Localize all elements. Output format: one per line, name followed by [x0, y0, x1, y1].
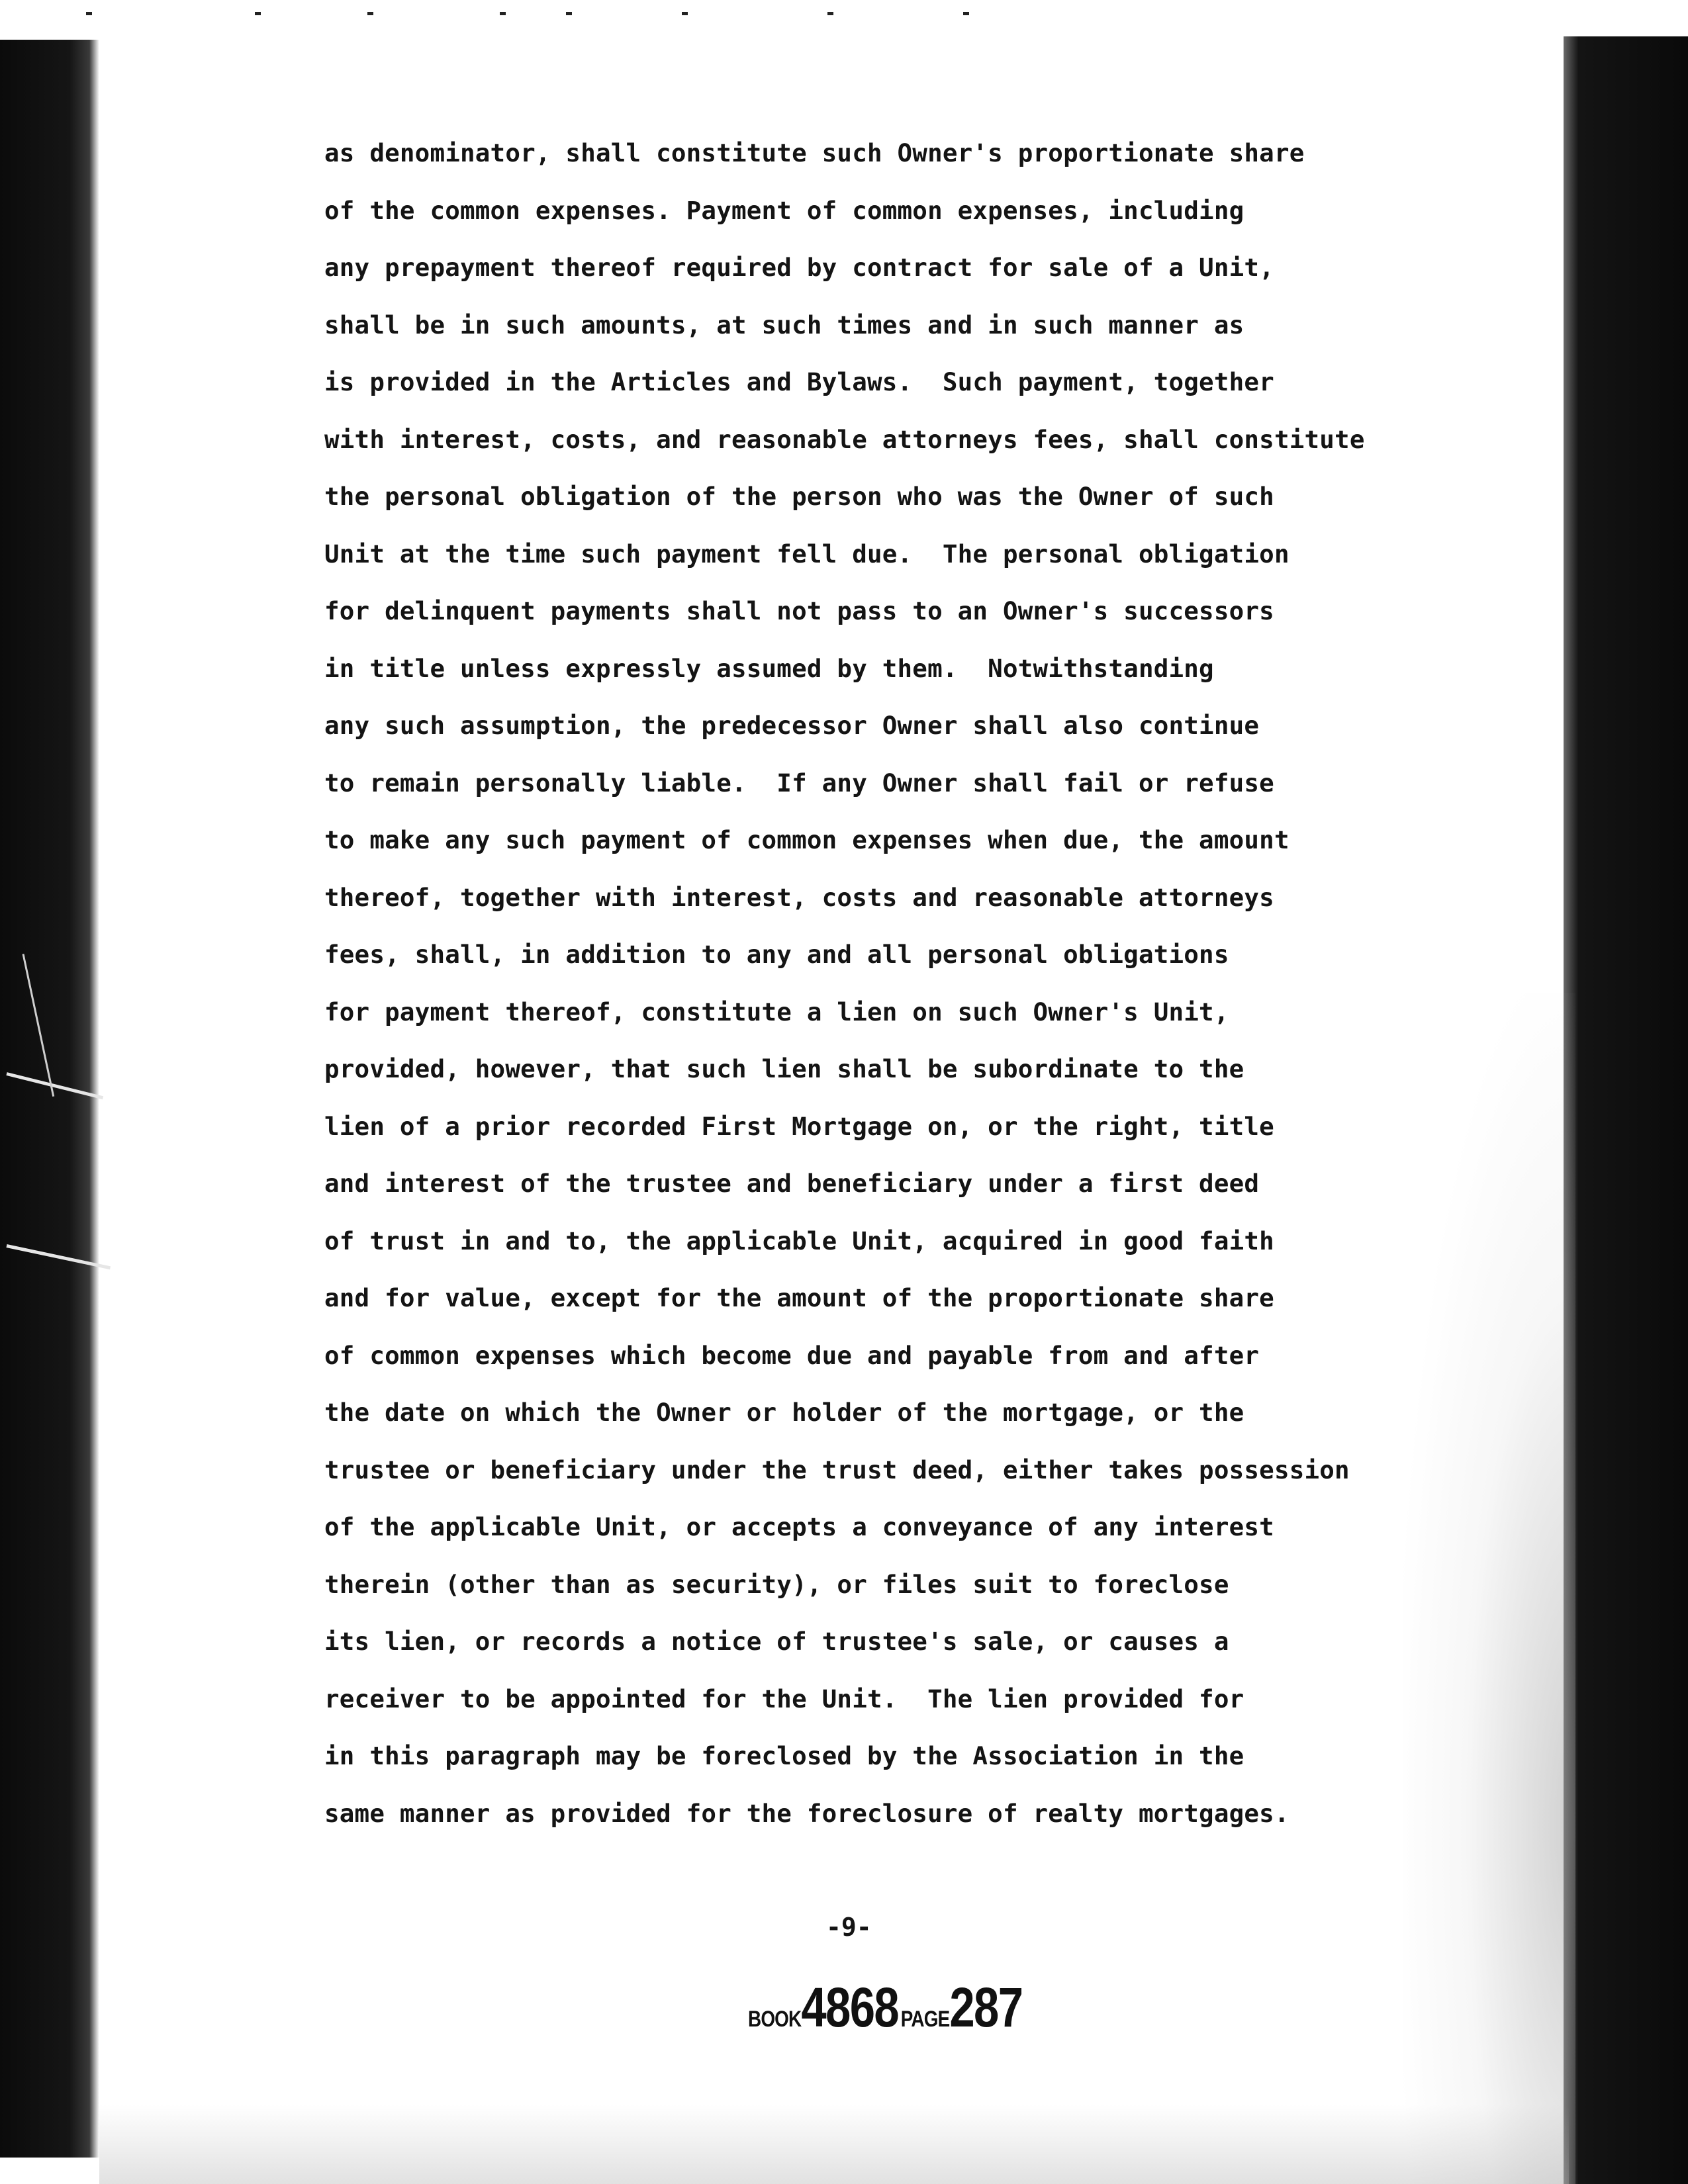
body-text-line: same manner as provided for the foreclosure of realty mortgages.	[324, 1798, 1289, 1828]
body-text-line: the date on which the Owner or holder of the mortgage, or the	[324, 1398, 1244, 1427]
body-text-line: of the applicable Unit, or accepts a conveyance of any interest	[324, 1512, 1274, 1541]
scan-speck	[827, 12, 833, 15]
body-text-line: and for value, except for the amount of the proportionate share	[324, 1283, 1274, 1312]
scan-speck	[682, 12, 688, 15]
body-text-line: the personal obligation of the person who was the Owner of such	[324, 482, 1274, 511]
body-text-line: receiver to be appointed for the Unit. The lien provided for	[324, 1684, 1244, 1713]
body-text-line: any such assumption, the predecessor Owner shall also continue	[324, 711, 1260, 740]
body-text-line: trustee or beneficiary under the trust deed, either takes possession	[324, 1455, 1350, 1484]
body-text-line: of common expenses which become due and payable from and after	[324, 1340, 1260, 1370]
body-text-line: thereof, together with interest, costs and reasonable attorneys	[324, 882, 1274, 912]
body-text-line: Unit at the time such payment fell due. The personal obligation	[324, 539, 1289, 569]
body-text-line: any prepayment thereof required by contract for sale of a Unit,	[324, 253, 1274, 282]
stamp-page-label: PAGE	[900, 2007, 950, 2032]
body-text-line: as denominator, shall constitute such Owner's proportionate share	[324, 138, 1305, 167]
body-text-line: of the common expenses. Payment of common expenses, including	[324, 195, 1244, 225]
body-text-line: its lien, or records a notice of trustee's sale, or causes a	[324, 1627, 1229, 1656]
body-text-line: with interest, costs, and reasonable attorneys fees, shall constitute	[324, 424, 1365, 454]
body-text-line: for delinquent payments shall not pass to an Owner's successors	[324, 596, 1274, 625]
scan-speck	[566, 12, 572, 15]
body-text-line: provided, however, that such lien shall be subordinate to the	[324, 1054, 1244, 1083]
page-number: -9-	[826, 1913, 872, 1942]
document-body	[324, 124, 1556, 1842]
scan-left-edge-shadow	[0, 40, 99, 2158]
recording-stamp	[748, 1976, 1022, 2040]
body-text-line: of trust in and to, the applicable Unit, acquired in good faith	[324, 1226, 1274, 1255]
body-text-line: lien of a prior recorded First Mortgage on, or the right, title	[324, 1111, 1274, 1141]
body-text-line: shall be in such amounts, at such times and in such manner as	[324, 310, 1244, 340]
stamp-page-number: 287	[949, 1976, 1023, 2038]
scan-speck	[86, 12, 92, 15]
body-text-line: and interest of the trustee and beneficiary under a first deed	[324, 1169, 1260, 1198]
body-text-line: to make any such payment of common expenses when due, the amount	[324, 825, 1289, 854]
body-text-line: in title unless expressly assumed by them. Notwithstanding	[324, 653, 1214, 683]
body-text-line: fees, shall, in addition to any and all personal obligations	[324, 940, 1229, 969]
scan-noise-bottom	[99, 2105, 1569, 2184]
body-text-line: is provided in the Articles and Bylaws. Such payment, together	[324, 367, 1274, 396]
stamp-book-number: 4868	[801, 1976, 899, 2038]
body-text-line: in this paragraph may be foreclosed by the Association in the	[324, 1741, 1244, 1770]
scan-speck	[500, 12, 506, 15]
stamp-book-label: BOOK	[748, 2007, 802, 2032]
scan-speck	[367, 12, 373, 15]
scan-speck	[963, 12, 969, 15]
scan-right-edge-shadow	[1564, 36, 1688, 2184]
body-text-line: for payment thereof, constitute a lien on such Owner's Unit,	[324, 997, 1229, 1026]
scan-speck	[255, 12, 261, 15]
body-text-line: therein (other than as security), or files suit to foreclose	[324, 1569, 1229, 1599]
body-text-line: to remain personally liable. If any Owner shall fail or refuse	[324, 768, 1274, 797]
